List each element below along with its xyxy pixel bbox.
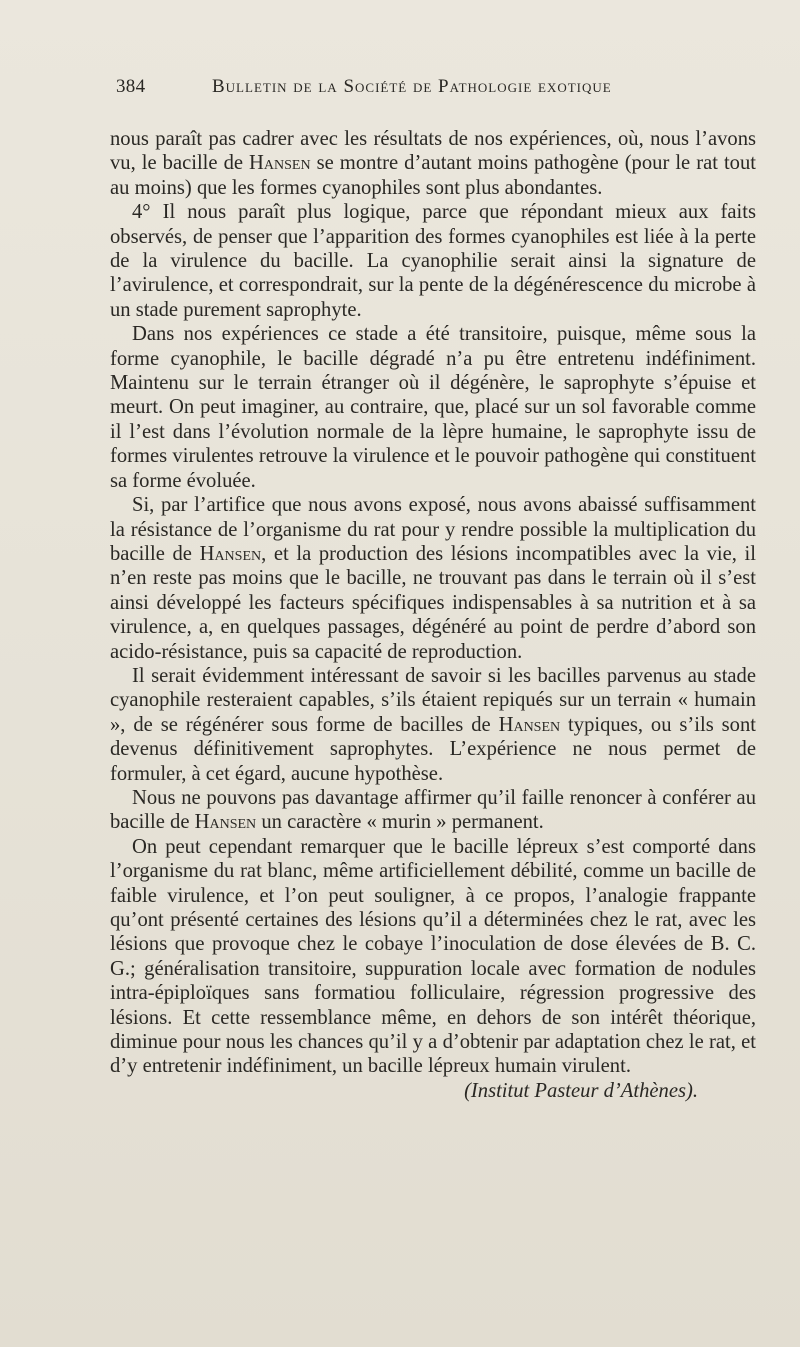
text-run: nous paraît pas cadrer avec les résultats de nos expériences, où, nous l’avons vu, le bacille de	[110, 128, 756, 175]
signature: (Institut Pasteur d’Athènes).	[464, 1079, 698, 1102]
text-run: On peut cependant remarquer que le bacille lépreux s’est comporté dans l’organisme du rat blanc, même artificiellement débilité, comme un bacille de faible virulence, et l’on peut souligner, à ce propos, l’analogie frappante qu’ont présenté certaines des lésions qu’il a déterminées chez le rat, avec les lésions que provoque chez le cobaye l’inoculation de dose élevées de B. C. G.; généralisation transitoire, suppuration locale avec formation de nodules intra-épiploïques sans formatiou folliculaire, régression progressive des lésions. Et cette ressemblance même, en dehors de son intérêt théorique, diminue pour nous les chances qu’il y a d’obtenir par adaptation chez le rat, et d’y entretenir indéfiniment, un bacille lépreux humain virulent.	[110, 835, 756, 1078]
running-head: Bulletin de la Société de Pathologie exotique	[212, 76, 612, 97]
paragraph	[110, 493, 756, 664]
page-header	[116, 76, 664, 102]
author-name: Hansen	[194, 811, 257, 834]
text-run: se montre d’autant moins pathogène (pour le rat tout au moins) que les formes cyanophiles sont plus abondantes.	[110, 152, 756, 199]
body-text	[110, 127, 756, 1103]
page-number: 384	[116, 76, 146, 97]
author-name: Hansen	[249, 152, 311, 175]
text-run: Nous ne pouvons pas davantage affirmer qu’il faille renoncer à conférer au bacille de	[110, 786, 756, 834]
paragraph	[110, 786, 756, 835]
paragraph	[110, 322, 756, 493]
paragraph	[110, 664, 756, 786]
author-name: Hansen	[199, 542, 262, 565]
text-run: 4° Il nous paraît plus logique, parce que répondant mieux aux faits observés, de penser que l’apparition des formes cyanophiles est liée à la perte de la virulence du bacille. La cyanophilie serait ainsi la signature de l’avirulence, et correspondrait, sur la pente de la dégénérescence du microbe à un stade purement saprophyte.	[110, 201, 756, 321]
author-name: Hansen	[498, 713, 561, 736]
text-run: un caractère « murin » permanent.	[256, 811, 544, 834]
text-run: Dans nos expériences ce stade a été transitoire, puisque, même sous la forme cyanophile, le bacille dégradé n’a pu être entretenu indéfiniment. Maintenu sur le terrain étranger où il dégénère, le saprophyte s’épuise et meurt. On peut imaginer, au contraire, que, placé sur un sol favorable comme il l’est dans l’évolution normale de la lèpre humaine, le saprophyte issu de formes virulentes retrouve la virulence et le pouvoir pathogène qui constituent sa forme évoluée.	[110, 323, 756, 492]
paragraph	[110, 835, 756, 1102]
paragraph	[110, 200, 756, 322]
text-run: Il serait évidemment intéressant de savoir si les bacilles parvenus au stade cyanophile resteraient capables, s’ils étaient repiqués sur un terrain « humain », de se régénérer sous forme de bacilles de	[110, 664, 756, 736]
paragraph	[110, 127, 756, 200]
text-run: , et la production des lésions incompatibles avec la vie, il n’en reste pas moins que le bacille, ne trouvant pas dans le terrain où il s’est ainsi développé les facteurs spécifiques indispensables à sa nutrition et à sa virulence, a, en quelques passages, dégénéré au point de perdre d’abord son acido-résistance, puis sa capacité de reproduction.	[110, 542, 756, 663]
text-run: typiques, ou s’ils sont devenus définitivement saprophytes. L’expérience ne nous permet de formuler, à cet égard, aucune hypothèse.	[110, 713, 756, 785]
text-run: Si, par l’artifice que nous avons exposé, nous avons abaissé suffisamment la résistance de l’organisme du rat pour y rendre possible la multiplication du bacille de	[110, 494, 756, 565]
